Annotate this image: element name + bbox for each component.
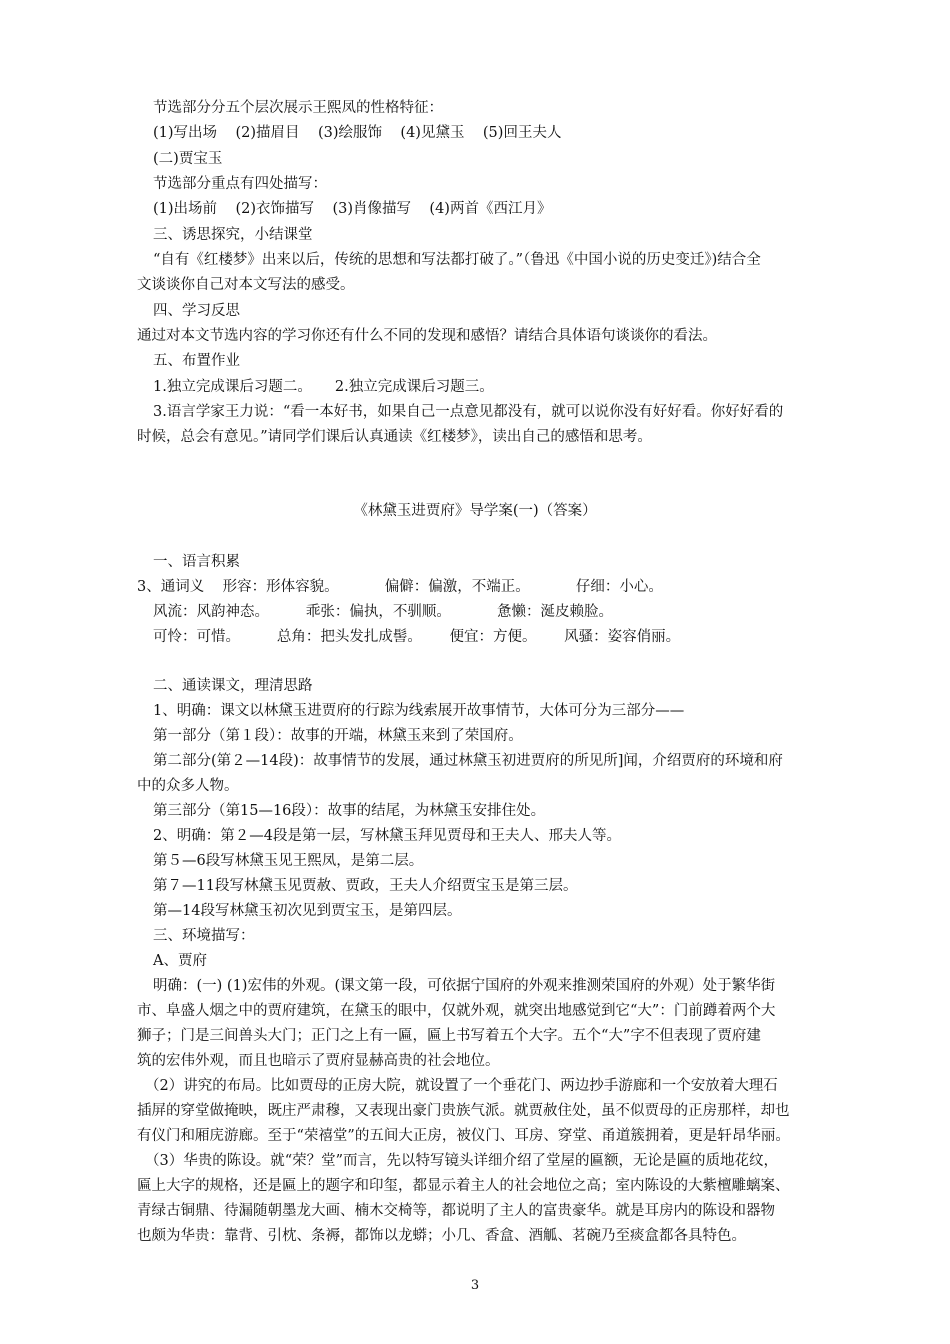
- text-line: A、贾府: [153, 953, 207, 969]
- text-line: 节选部分分五个层次展示王熙凤的性格特征：: [153, 100, 443, 116]
- text-line: 第三部分（第15—16段）：故事的结尾，为林黛玉安排住处。: [153, 803, 546, 819]
- text-line: 插屏的穿堂做掩映，既庄严肃穆，又表现出豪门贵族气派。就贾赦住处，虽不似贾母的正房那样，却也: [137, 1103, 790, 1119]
- text-line: (1)写出场 (2)描眉目 (3)绘服饰 (4)见黛玉 (5)回王夫人: [153, 125, 562, 141]
- text-line: 节选部分重点有四处描写：: [153, 176, 327, 192]
- text-line: 二、通读课文，理清思路: [153, 678, 313, 694]
- text-line: 时候，总会有意见。”请同学们课后认真通读《红楼梦》，读出自己的感悟和思考。: [137, 429, 652, 445]
- text-line: 通过对本文节选内容的学习你还有什么不同的发现和感悟？请结合具体语句谈谈你的看法。: [137, 328, 717, 344]
- text-line: 3.语言学家王力说：“看一本好书，如果自己一点意见都没有，就可以说你没有好好看。你好好看的: [153, 404, 784, 420]
- text-line: (二)贾宝玉: [153, 151, 223, 167]
- text-line: 有仪门和厢庑游廊。至于“荣禧堂”的五间大正房，被仪门、耳房、穿堂、甬道簇拥着，更是轩昂华丽。: [137, 1128, 790, 1144]
- text-line: 1.独立完成课后习题二。 2.独立完成课后习题三。: [153, 379, 494, 395]
- text-line: 五、布置作业: [153, 353, 240, 369]
- text-line: 文谈谈你自己对本文写法的感受。: [137, 277, 355, 293]
- text-line: (1)出场前 (2)衣饰描写 (3)肖像描写 (4)两首《西江月》: [153, 201, 552, 217]
- text-line: 三、诱思探究，小结课堂: [153, 227, 313, 243]
- text-line: 筑的宏伟外观，而且也暗示了贾府显赫高贵的社会地位。: [137, 1053, 500, 1069]
- text-line: 也颇为华贵：靠背、引枕、条褥，都饰以龙蟒；小几、香盒、酒觚、茗碗乃至痰盒都各具特色。: [137, 1228, 746, 1244]
- text-line: 风流：风韵神态。 乖张：偏执，不驯顺。 惫懒：涎皮赖脸。: [153, 604, 613, 620]
- text-line: 2、明确：第２—4段是第一层，写林黛玉拜见贾母和王夫人、邢夫人等。: [153, 828, 621, 844]
- text-line: 狮子；门是三间兽头大门；正门之上有一匾，匾上书写着五个大字。五个“大”字不但表现了贾府建: [137, 1028, 761, 1044]
- text-line: 1、明确：课文以林黛玉进贾府的行踪为线索展开故事情节，大体可分为三部分——: [153, 703, 685, 719]
- text-line: 四、学习反思: [153, 303, 240, 319]
- text-line: 第７—11段写林黛玉见贾赦、贾政，王夫人介绍贾宝玉是第三层。: [153, 878, 578, 894]
- section-title: 《林黛玉进贾府》导学案(一)（答案）: [353, 503, 597, 519]
- text-line: “自有《红楼梦》出来以后，传统的思想和写法都打破了。”（鲁迅《中国小说的历史变迁》)结合全: [153, 252, 761, 268]
- text-line: 一、语言积累: [153, 554, 240, 570]
- text-line: 第５—6段写林黛玉见王熙凤，是第二层。: [153, 853, 424, 869]
- text-line: 可怜：可惜。 总角：把头发扎成髻。 便宜：方便。 风骚：姿容俏丽。: [153, 629, 681, 645]
- text-line: 3、通词义 形容：形体容貌。 偏僻：偏激，不端正。 仔细：小心。: [137, 579, 663, 595]
- text-line: （2）讲究的布局。比如贾母的正房大院，就设置了一个垂花门、两边抄手游廊和一个安放着大理石: [145, 1078, 778, 1094]
- text-line: 市、阜盛人烟之中的贾府建筑，在黛玉的眼中，仅就外观，就突出地感觉到它“大”：门前蹲着两个大: [137, 1003, 776, 1019]
- text-line: 第一部分（第１段）：故事的开端，林黛玉来到了荣国府。: [153, 728, 523, 744]
- text-line: 三、环境描写：: [153, 928, 255, 944]
- page-number: 3: [470, 1278, 480, 1293]
- text-line: 第—14段写林黛玉初次见到贾宝玉，是第四层。: [153, 903, 462, 919]
- text-line: 匾上大字的规格，还是匾上的题字和印玺，都显示着主人的社会地位之高；室内陈设的大紫檀雕螭案、: [137, 1178, 790, 1194]
- text-line: 明确：(一) (1)宏伟的外观。(课文第一段，可依据宁国府的外观来推测荣国府的外观）处于繁华街: [153, 978, 776, 994]
- text-line: 中的众多人物。: [137, 778, 239, 794]
- text-line: 青绿古铜鼎、待漏随朝墨龙大画、楠木交椅等，都说明了主人的富贵豪华。就是耳房内的陈设和器物: [137, 1203, 775, 1219]
- text-line: （3）华贵的陈设。就“荣？堂”而言，先以特写镜头详细介绍了堂屋的匾额，无论是匾的质地花纹，: [145, 1153, 779, 1169]
- text-line: 第二部分(第２—14段)：故事情节的发展，通过林黛玉初进贾府的所见所]闻，介绍贾府的环境和府: [153, 753, 783, 769]
